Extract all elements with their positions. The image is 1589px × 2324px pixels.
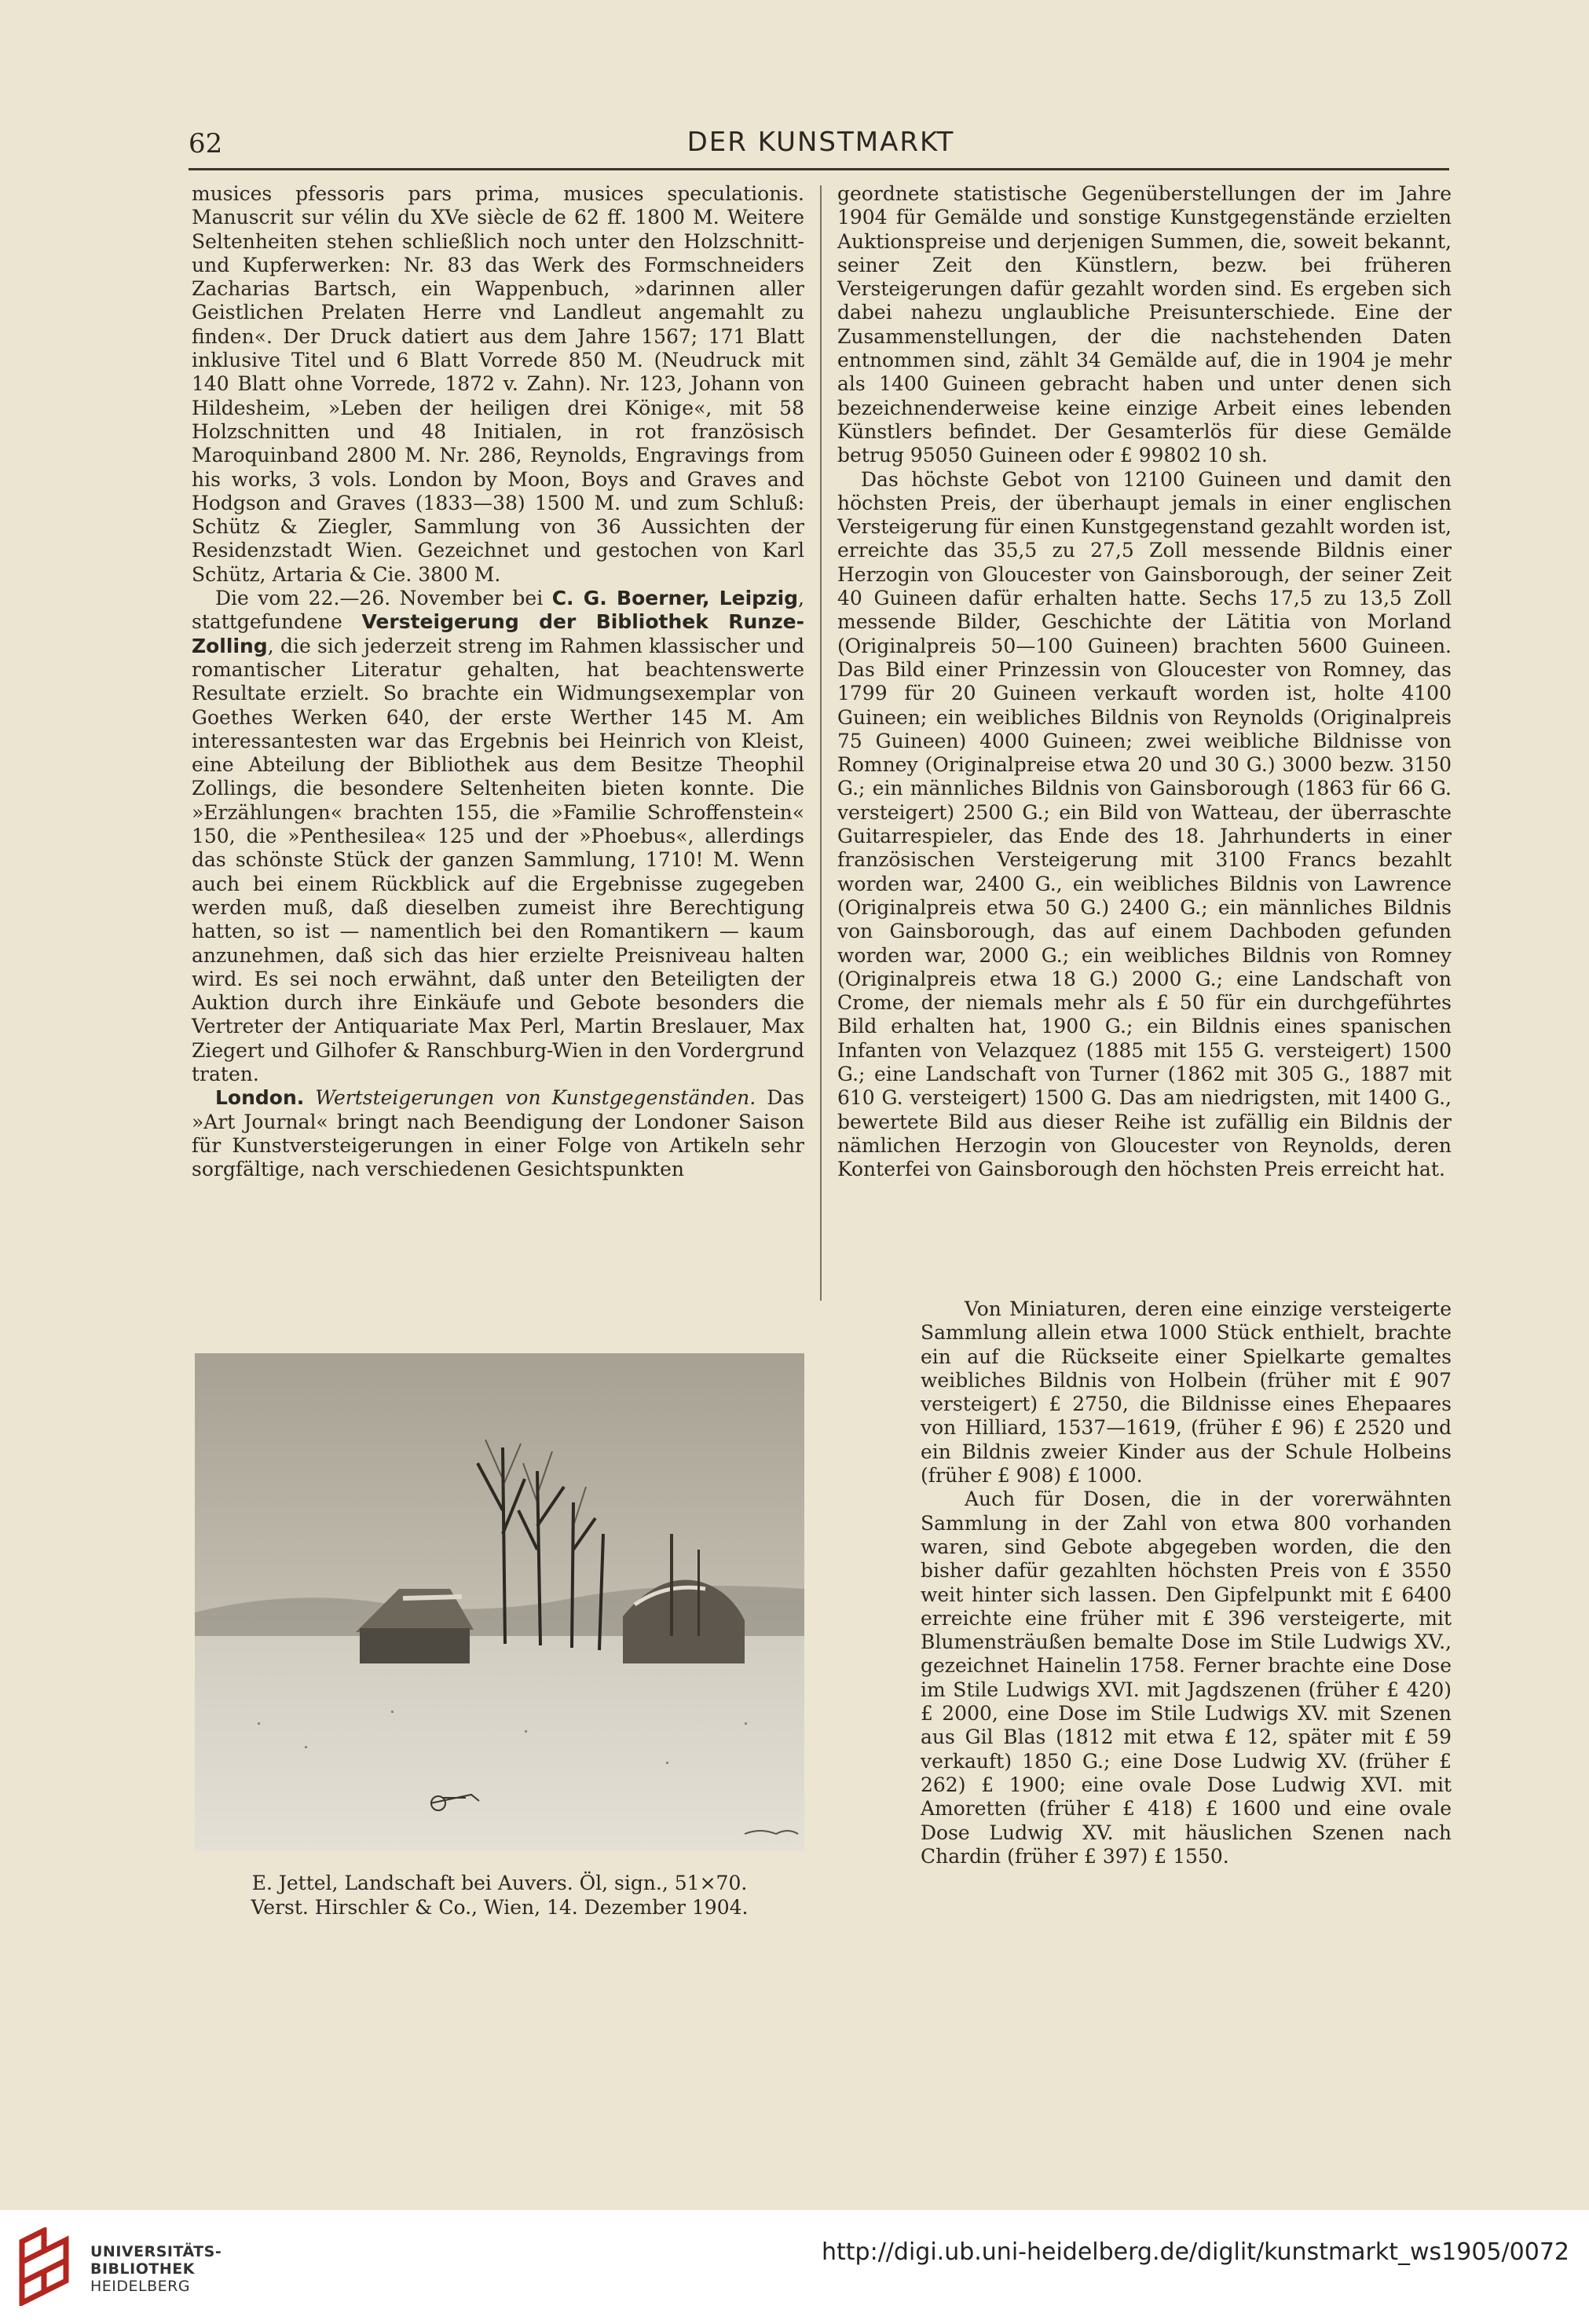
footer-bar <box>0 2210 1589 2324</box>
library-name-line: BIBLIOTHEK <box>90 2260 195 2278</box>
paragraph-london <box>192 1086 804 1181</box>
paragraph-boerner-auction <box>192 587 804 1086</box>
library-name <box>90 2243 222 2295</box>
section-subtitle: Wertsteigerungen von Kunstgegenständen. <box>315 1086 756 1110</box>
column-divider <box>820 185 822 1301</box>
winter-landscape-painting <box>195 1353 804 1851</box>
header-rule <box>189 168 1449 170</box>
text-span: Das »Art Journal« bringt nach Beendigung der Londoner Saison für Kunstversteigerungen in einer Folge von Artikeln sehr sorgfältige, nach verschiedenen Gesichtspunkten <box>192 1086 804 1181</box>
caption-line: E. Jettel, Landschaft bei Auvers. Öl, sign., 51×70. <box>251 1872 748 1894</box>
library-name-line: UNIVERSITÄTS- <box>90 2243 222 2260</box>
page-number: 62 <box>189 128 223 159</box>
text-span: , stattgefundene <box>192 587 804 634</box>
section-heading-london: London. <box>215 1086 305 1110</box>
paragraph-manuscript: musices pfessoris pars prima, musices speculationis. Manuscrit sur vélin du XVe siècle de 62 ff. 1800 M. Weitere Seltenheiten stehen schließlich noch unter den Holzschnitt- und Kupferwerken: Nr. 83 das Werk des Formschneiders Zacharias Bartsch, ein Wappenbuch, »darinnen aller Geistlichen Prelaten Herre vnd Landleut angemahlt zu finden«. Der Druck datiert aus dem Jahre 1567; 171 Blatt inklusive Titel und 6 Blatt Vorrede 850 M. (Neudruck mit 140 Blatt ohne Vorrede, 1872 v. Zahn). Nr. 123, Johann von Hildesheim, »Leben der heiligen drei Könige«, mit 58 Holzschnitten und 48 Initialen, in rot französisch Maroquinband 2800 M. Nr. 286, Reynolds, Engravings from his works, 3 vols. London by Moon, Boys and Graves and Hodgson and Graves (1833—38) 1500 M. und zum Schluß: Schütz & Ziegler, Sammlung von 36 Aussichten der Residenzstadt Wien. Gezeichnet und gestochen von Karl Schütz, Artaria & Cie. 3800 M. <box>192 182 804 586</box>
paragraph-statistics: geordnete statistische Gegenüberstellungen der im Jahre 1904 für Gemälde und sonstige Kunstgegenstände erzielten Auktionspreise und derjenigen Summen, die, soweit bekannt, seiner Zeit den Künstlern, bezw. bei früheren Versteigerungen dafür gezahlt worden sind. Es ergeben sich dabei nahezu unglaubliche Preisunterschiede. Eine der Zusammenstellungen, der die nachstehenden Daten entnommen sind, zählt 34 Gemälde auf, die in 1904 je mehr als 1400 Guineen gebracht haben und unter denen sich bezeichnenderweise keine einzige Arbeit eines lebenden Künstlers befindet. Der Gesamterlös für diese Gemälde betrug 95050 Guineen oder £ 99802 10 sh. <box>837 182 1452 467</box>
paragraph-miniatures: Von Miniaturen, deren eine einzige versteigerte Sammlung allein etwa 1000 Stück enthielt, brachte ein auf die Rückseite einer Spielkarte gemaltes weibliches Bildnis von Holbein (früher mit £ 907 versteigert) £ 2750, die Bildnisse eines Ehepaares von Hilliard, 1537—1619, (früher £ 96) £ 2520 und ein Bildnis zweier Kinder aus der Schule Holbeins (früher £ 908) £ 1000. <box>921 1297 1452 1488</box>
library-city: HEIDELBERG <box>90 2278 191 2295</box>
right-column <box>837 182 1452 1181</box>
source-url-link[interactable]: http://digi.ub.uni-heidelberg.de/diglit/kunstmarkt_ws1905/0072 <box>822 2238 1569 2266</box>
paragraph-snuffboxes: Auch für Dosen, die in der vorerwähnten Sammlung in der Zahl von etwa 800 vorhanden waren, sind Gebote abgegeben worden, die den bisher dafür gezahlten höchsten Preis von £ 3550 weit hinter sich lassen. Den Gipfelpunkt mit £ 6400 erreichte eine früher mit £ 396 versteigerte, mit Blumensträußen bemalte Dose im Stile Ludwigs XV., gezeichnet Hainelin 1758. Ferner brachte eine Dose im Stile Ludwigs XVI. mit Jagdszenen (früher £ 420) £ 2000, eine Dose im Stile Ludwigs XV. mit Szenen aus Gil Blas (1812 mit etwa £ 12, später mit £ 59 verkauft) 1850 G.; eine Dose Ludwig XV. (früher £ 262) £ 1900; eine ovale Dose Ludwig XVI. mit Amoretten (früher £ 418) £ 1600 und eine ovale Dose Ludwig XV. mit häuslichen Szenen nach Chardin (früher £ 397) £ 1550. <box>921 1488 1452 1868</box>
left-column <box>192 182 804 1181</box>
text-span: , die sich jederzeit streng im Rahmen klassischer und romantischer Literatur gehalten, hat beachtenswerte Resultate erzielt. So brachte ein Widmungsexemplar von Goethes Werken 640, der erste Werther 145 M. Am interessantesten war das Ergebnis bei Heinrich von Kleist, eine Abteilung der Bibliothek aus dem Besitze Theophil Zollings, die besondere Seltenheiten bieten konnte. Die »Erzählungen« brachten 155, die »Familie Schroffenstein« 150, die »Penthesilea« 125 und der »Phoebus«, allerdings das schönste Stück der ganzen Sammlung, 1710! M. Wenn auch bei einem Rückblick auf die Ergebnisse zugegeben werden muß, daß dieselben zumeist ihre Berechtigung hatten, so ist — namentlich bei den Romantikern — kaum anzunehmen, daß sich das hier erzielte Preisniveau halten wird. Es sei noch erwähnt, daß unter den Beteiligten der Auktion durch ihre Einkäufe und Gebote besonders die Vertreter der Antiquariate Max Perl, Martin Breslauer, Max Ziegert und Gilhofer & Ranschburg-Wien in den Vordergrund traten. <box>192 634 804 1085</box>
caption-line: Verst. Hirschler & Co., Wien, 14. Dezember 1904. <box>251 1896 749 1919</box>
text-span: Die vom 22.—26. November bei <box>215 587 552 610</box>
auction-title: Versteigerung der Bibliothek Runze-Zolling <box>192 610 804 657</box>
auction-house-name: C. G. Boerner, Leipzig <box>551 587 799 610</box>
painting-illustration <box>195 1353 804 1851</box>
page-header <box>189 122 1453 169</box>
university-library-logo-icon <box>16 2227 79 2306</box>
figure-caption <box>195 1871 804 1920</box>
running-title: DER KUNSTMARKT <box>686 126 955 158</box>
miniatures-section <box>921 1297 1452 1868</box>
paragraph-highest-bid: Das höchste Gebot von 12100 Guineen und damit den höchsten Preis, der überhaupt jemals in einer englischen Versteigerung für einen Kunstgegenstand gezahlt worden ist, erreichte das 35,5 zu 27,5 Zoll messende Bildnis einer Herzogin von Gloucester von Gainsborough, der seiner Zeit 40 Guineen dafür erhalten hatte. Sechs 17,5 zu 13,5 Zoll messende Bilder, Geschichte der Lätitia von Morland (Originalpreis 50—100 Guineen) brachten 5600 Guineen. Das Bild einer Prinzessin von Gloucester von Romney, das 1799 für 20 Guineen verkauft worden ist, holte 4100 Guineen; ein weibliches Bildnis von Reynolds (Originalpreis 75 Guineen) 4000 Guineen; zwei weibliche Bildnisse von Romney (Originalpreise etwa 20 und 30 G.) 3000 bezw. 3150 G.; ein männliches Bildnis von Gainsborough (1863 für 66 G. versteigert) 2500 G.; ein Bild von Watteau, der überraschte Guitarrespieler, das Ende des 18. Jahrhunderts in einer französischen Versteigerung mit 3100 Francs bezahlt worden war, 2400 G., ein weibliches Bildnis von Lawrence (Originalpreis etwa 50 G.) 2400 G.; ein männliches Bildnis von Gainsborough, das auf einem Dachboden gefunden worden war, 2000 G.; ein weibliches Bildnis von Romney (Originalpreis etwa 18 G.) 2000 G.; eine Landschaft von Crome, der niemals mehr als £ 50 für ein durchgeführtes Bild erhalten hat, 1900 G.; ein Bildnis eines spanischen Infanten von Velazquez (1885 mit 155 G. versteigert) 1500 G.; eine Landschaft von Turner (1862 mit 305 G., 1887 mit 610 G. versteigert) 1500 G. Das am niedrigsten, mit 1400 G., bewertete Bild aus dieser Reihe ist zufällig ein Bildnis der nämlichen Herzogin von Gloucester von Reynolds, deren Konterfei von Gainsborough den höchsten Preis erreicht hat. <box>837 467 1452 1181</box>
